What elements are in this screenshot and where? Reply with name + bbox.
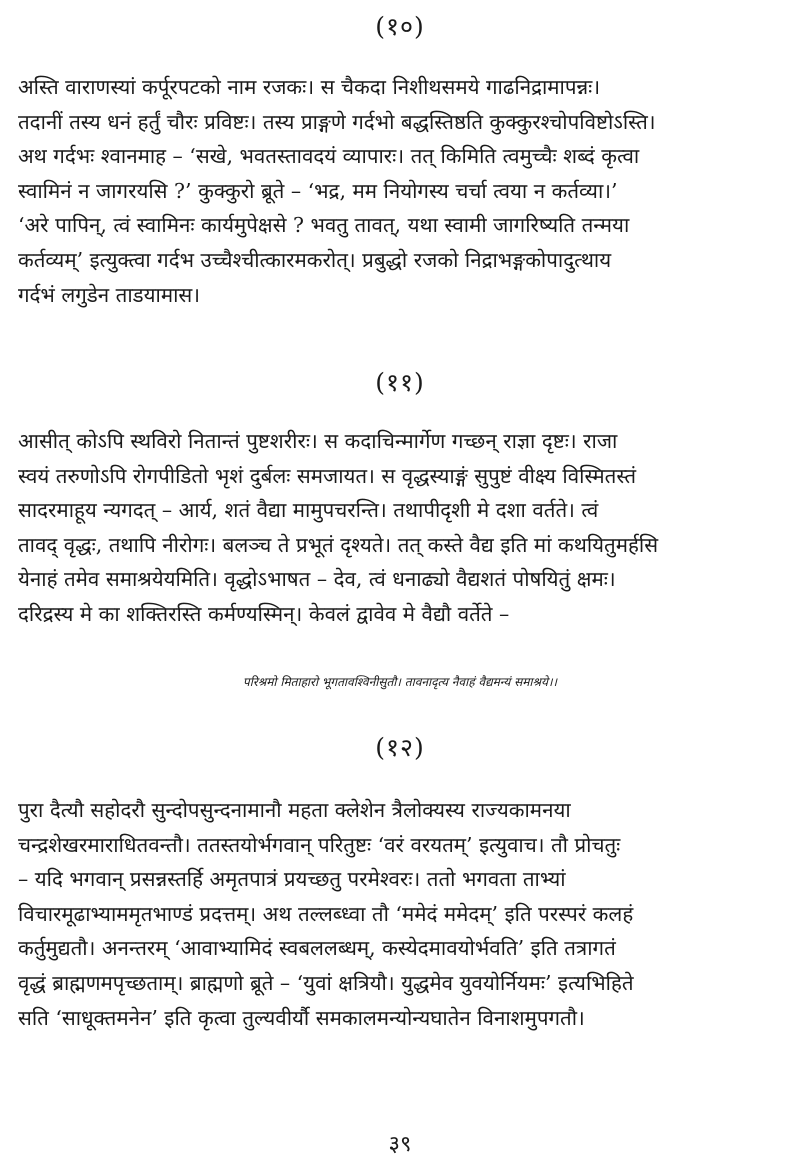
text-line: सादरमाहूय न्यगदत् – आर्य, शतं वैद्या मामुपचरन्ति। तथापीदृशी मे दशा वर्तते। त्वं (18, 498, 599, 523)
text-line: कर्तव्यम्’ इत्युक्त्वा गर्दभ उच्चैश्चीत्कारमकरोत्। प्रबुद्धो रजको निद्राभङ्गकोपादुत्थाय (18, 247, 612, 272)
text-line: विचारमूढाभ्याममृतभाण्डं प्रदत्तम्। अथ तल्लब्ध्वा तौ ‘ममेदं ममेदम्’ इति परस्परं कलहं (18, 901, 634, 926)
text-line: अथ गर्दभः श्वानमाह – ‘सखे, भवतस्तावदयं व्यापारः। तत् किमिति त्वमुच्चैः शब्दं कृत्वा (18, 144, 640, 169)
text-line: चन्द्रशेखरमाराधितवन्तौ। ततस्तयोर्भगवान् परितुष्टः ‘वरं वरयतम्’ इत्युवाच। तौ प्रोचतुः (18, 832, 621, 857)
text-line: येनाहं तमेव समाश्रयेयमिति। वृद्धोऽभाषत – देव, त्वं धनाढ्यो वैद्यशतं पोषयितुं क्षमः। (18, 567, 616, 592)
section-heading-11: (११) (375, 368, 425, 397)
text-line: वृद्धं ब्राह्मणमपृच्छताम्। ब्राह्मणो ब्रूते – ‘युवां क्षत्रियौ। युद्धमेव युवयोर्नियमः’ इत्यभिहिते (18, 970, 634, 995)
text-line: तदानीं तस्य धनं हर्तुं चौरः प्रविष्टः। तस्य प्राङ्गणे गर्दभो बद्धस्तिष्ठति कुक्कुरश्चोपविष्टोऽस्ति। (18, 109, 656, 134)
text-line: सति ‘साधूक्तमनेन’ इति कृत्वा तुल्यवीर्यौ समकालमन्योन्यघातेन विनाशमुपगतौ। (18, 1005, 585, 1030)
text-line: आसीत् कोऽपि स्थविरो नितान्तं पुष्टशरीरः। स कदाचिन्मार्गेण गच्छन् राज्ञा दृष्टः। राजा (18, 429, 618, 453)
text-line: ‘अरे पापिन्, त्वं स्वामिनः कार्यमुपेक्षसे ? भवतु तावत्, यथा स्वामी जागरिष्यति तन्मया (18, 213, 630, 238)
story-paragraph-10 (18, 70, 786, 312)
text-line: गर्दभं लगुडेन ताडयामास। (18, 282, 201, 307)
text-line: पुरा दैत्यौ सहोदरौ सुन्दोपसुन्दनामानौ महता क्लेशेन त्रैलोक्यस्य राज्यकामनया (18, 798, 571, 822)
text-line: तावद् वृद्धः, तथापि नीरोगः। बलञ्च ते प्रभूतं दृश्यते। तत् कस्ते वैद्य इति मां कथयितुमर्हसि (18, 532, 659, 557)
story-paragraph-11 (18, 424, 786, 632)
section-heading-10: (१०) (375, 12, 425, 41)
text-line: दरिद्रस्य मे का शक्तिरस्ति कर्मण्यस्मिन्। केवलं द्वावेव मे वैद्यौ वर्तेते – (18, 601, 510, 626)
verse-couplet: परिश्रमो मिताहारो भूगतावश्विनीसुतौ। तावनादृत्य नैवाहं वैद्यमन्यं समाश्रये।। (242, 675, 558, 689)
text-line: – यदि भगवान् प्रसन्नस्तर्हि अमृतपात्रं प्रयच्छतु परमेश्वरः। ततो भगवता ताभ्यां (18, 867, 566, 892)
text-line: अस्ति वाराणस्यां कर्पूरपटको नाम रजकः। स चैकदा निशीथसमये गाढनिद्रामापन्नः। (18, 75, 601, 99)
section-heading-12: (१२) (375, 733, 425, 762)
text-line: स्वामिनं न जागरयसि ?’ कुक्कुरो ब्रूते – ‘भद्र, मम नियोगस्य चर्चा त्वया न कर्तव्या।’ (18, 178, 618, 203)
text-line: कर्तुमुद्यतौ। अनन्तरम् ‘आवाभ्यामिदं स्वबललब्धम्, कस्येदमावयोर्भवति’ इति तत्रागतं (18, 936, 616, 961)
text-line: स्वयं तरुणोऽपि रोगपीडितो भृशं दुर्बलः समजायत। स वृद्धस्याङ्गं सुपुष्टं वीक्ष्य विस्मितस्तं (18, 463, 637, 488)
page-number: ३९ (388, 1132, 412, 1157)
story-paragraph-12 (18, 793, 786, 1035)
